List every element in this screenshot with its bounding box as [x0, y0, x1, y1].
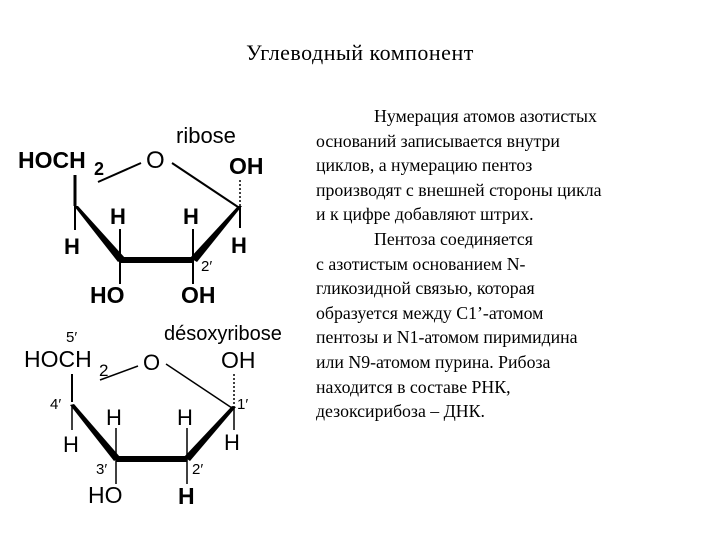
- deoxyribose-ring-oxygen: O: [143, 350, 161, 375]
- ribose-c5-subscript: 2: [94, 159, 105, 179]
- ribose-ring-oxygen: O: [146, 147, 165, 174]
- text-line: и к цифре добавляют штрих.: [316, 204, 534, 225]
- ribose-num-2: 2′: [201, 258, 213, 275]
- deoxyribose-h-c3: H: [106, 405, 122, 430]
- ribose-c1-oh: OH: [229, 153, 264, 179]
- deoxyribose-label: désoxyribose: [164, 323, 282, 345]
- ribose-c5-o-bond: [98, 163, 141, 182]
- deoxyribose-h-c1: H: [224, 430, 240, 455]
- ribose-h-c4: H: [64, 234, 80, 259]
- text-line: Нумерация атомов азотистых: [374, 106, 597, 126]
- deoxyribose-c5-group: HOCH: [24, 346, 92, 372]
- deoxyribose-h-c4: H: [63, 432, 79, 457]
- text-line: оснований записывается внутри: [316, 130, 560, 151]
- ribose-h-c1: H: [231, 233, 247, 258]
- explanation-text: [316, 104, 711, 424]
- deoxyribose-structure: [24, 323, 282, 509]
- text-line: дезоксирибоза – ДНК.: [316, 401, 485, 422]
- deoxyribose-num-5: 5′: [66, 329, 78, 346]
- ribose-oh-c3: HO: [90, 282, 125, 308]
- ribose-label: ribose: [176, 123, 236, 148]
- text-line: производят с внешней стороны цикла: [316, 179, 602, 200]
- ribose-oh-c2: OH: [181, 282, 216, 308]
- text-line: с азотистым основанием N-: [316, 253, 526, 274]
- text-line: находится в составе РНК,: [316, 376, 511, 397]
- deoxyribose-num-3: 3′: [96, 461, 108, 478]
- pentose-structures-diagram: [0, 0, 300, 540]
- text-line: гликозидной связью, которая: [316, 278, 535, 299]
- text-line: Пентоза соединяется: [374, 228, 533, 249]
- deoxyribose-c1-oh: OH: [221, 347, 256, 373]
- text-line: образуется между С1’-атомом: [316, 302, 544, 323]
- deoxyribose-num-1: 1′: [237, 396, 249, 413]
- deoxyribose-h-c2-bottom: H: [178, 483, 195, 509]
- ribose-h-c2: H: [183, 204, 199, 229]
- deoxyribose-oh-c3: HO: [88, 482, 123, 508]
- deoxyribose-num-2: 2′: [192, 461, 204, 478]
- text-line: пентозы и N1-атомом пиримидина: [316, 327, 578, 348]
- slide-title: Углеводный компонент: [246, 40, 474, 65]
- ribose-h-c3: H: [110, 204, 126, 229]
- text-line: или N9-атомом пурина. Рибоза: [316, 351, 551, 372]
- text-line: циклов, а нумерацию пентоз: [316, 155, 533, 176]
- ribose-c5-group: HOCH: [18, 147, 86, 173]
- deoxyribose-h-c2: H: [177, 405, 193, 430]
- deoxyribose-num-4: 4′: [50, 396, 62, 413]
- ribose-structure: [18, 123, 264, 308]
- deoxyribose-c5-subscript: 2: [99, 361, 109, 380]
